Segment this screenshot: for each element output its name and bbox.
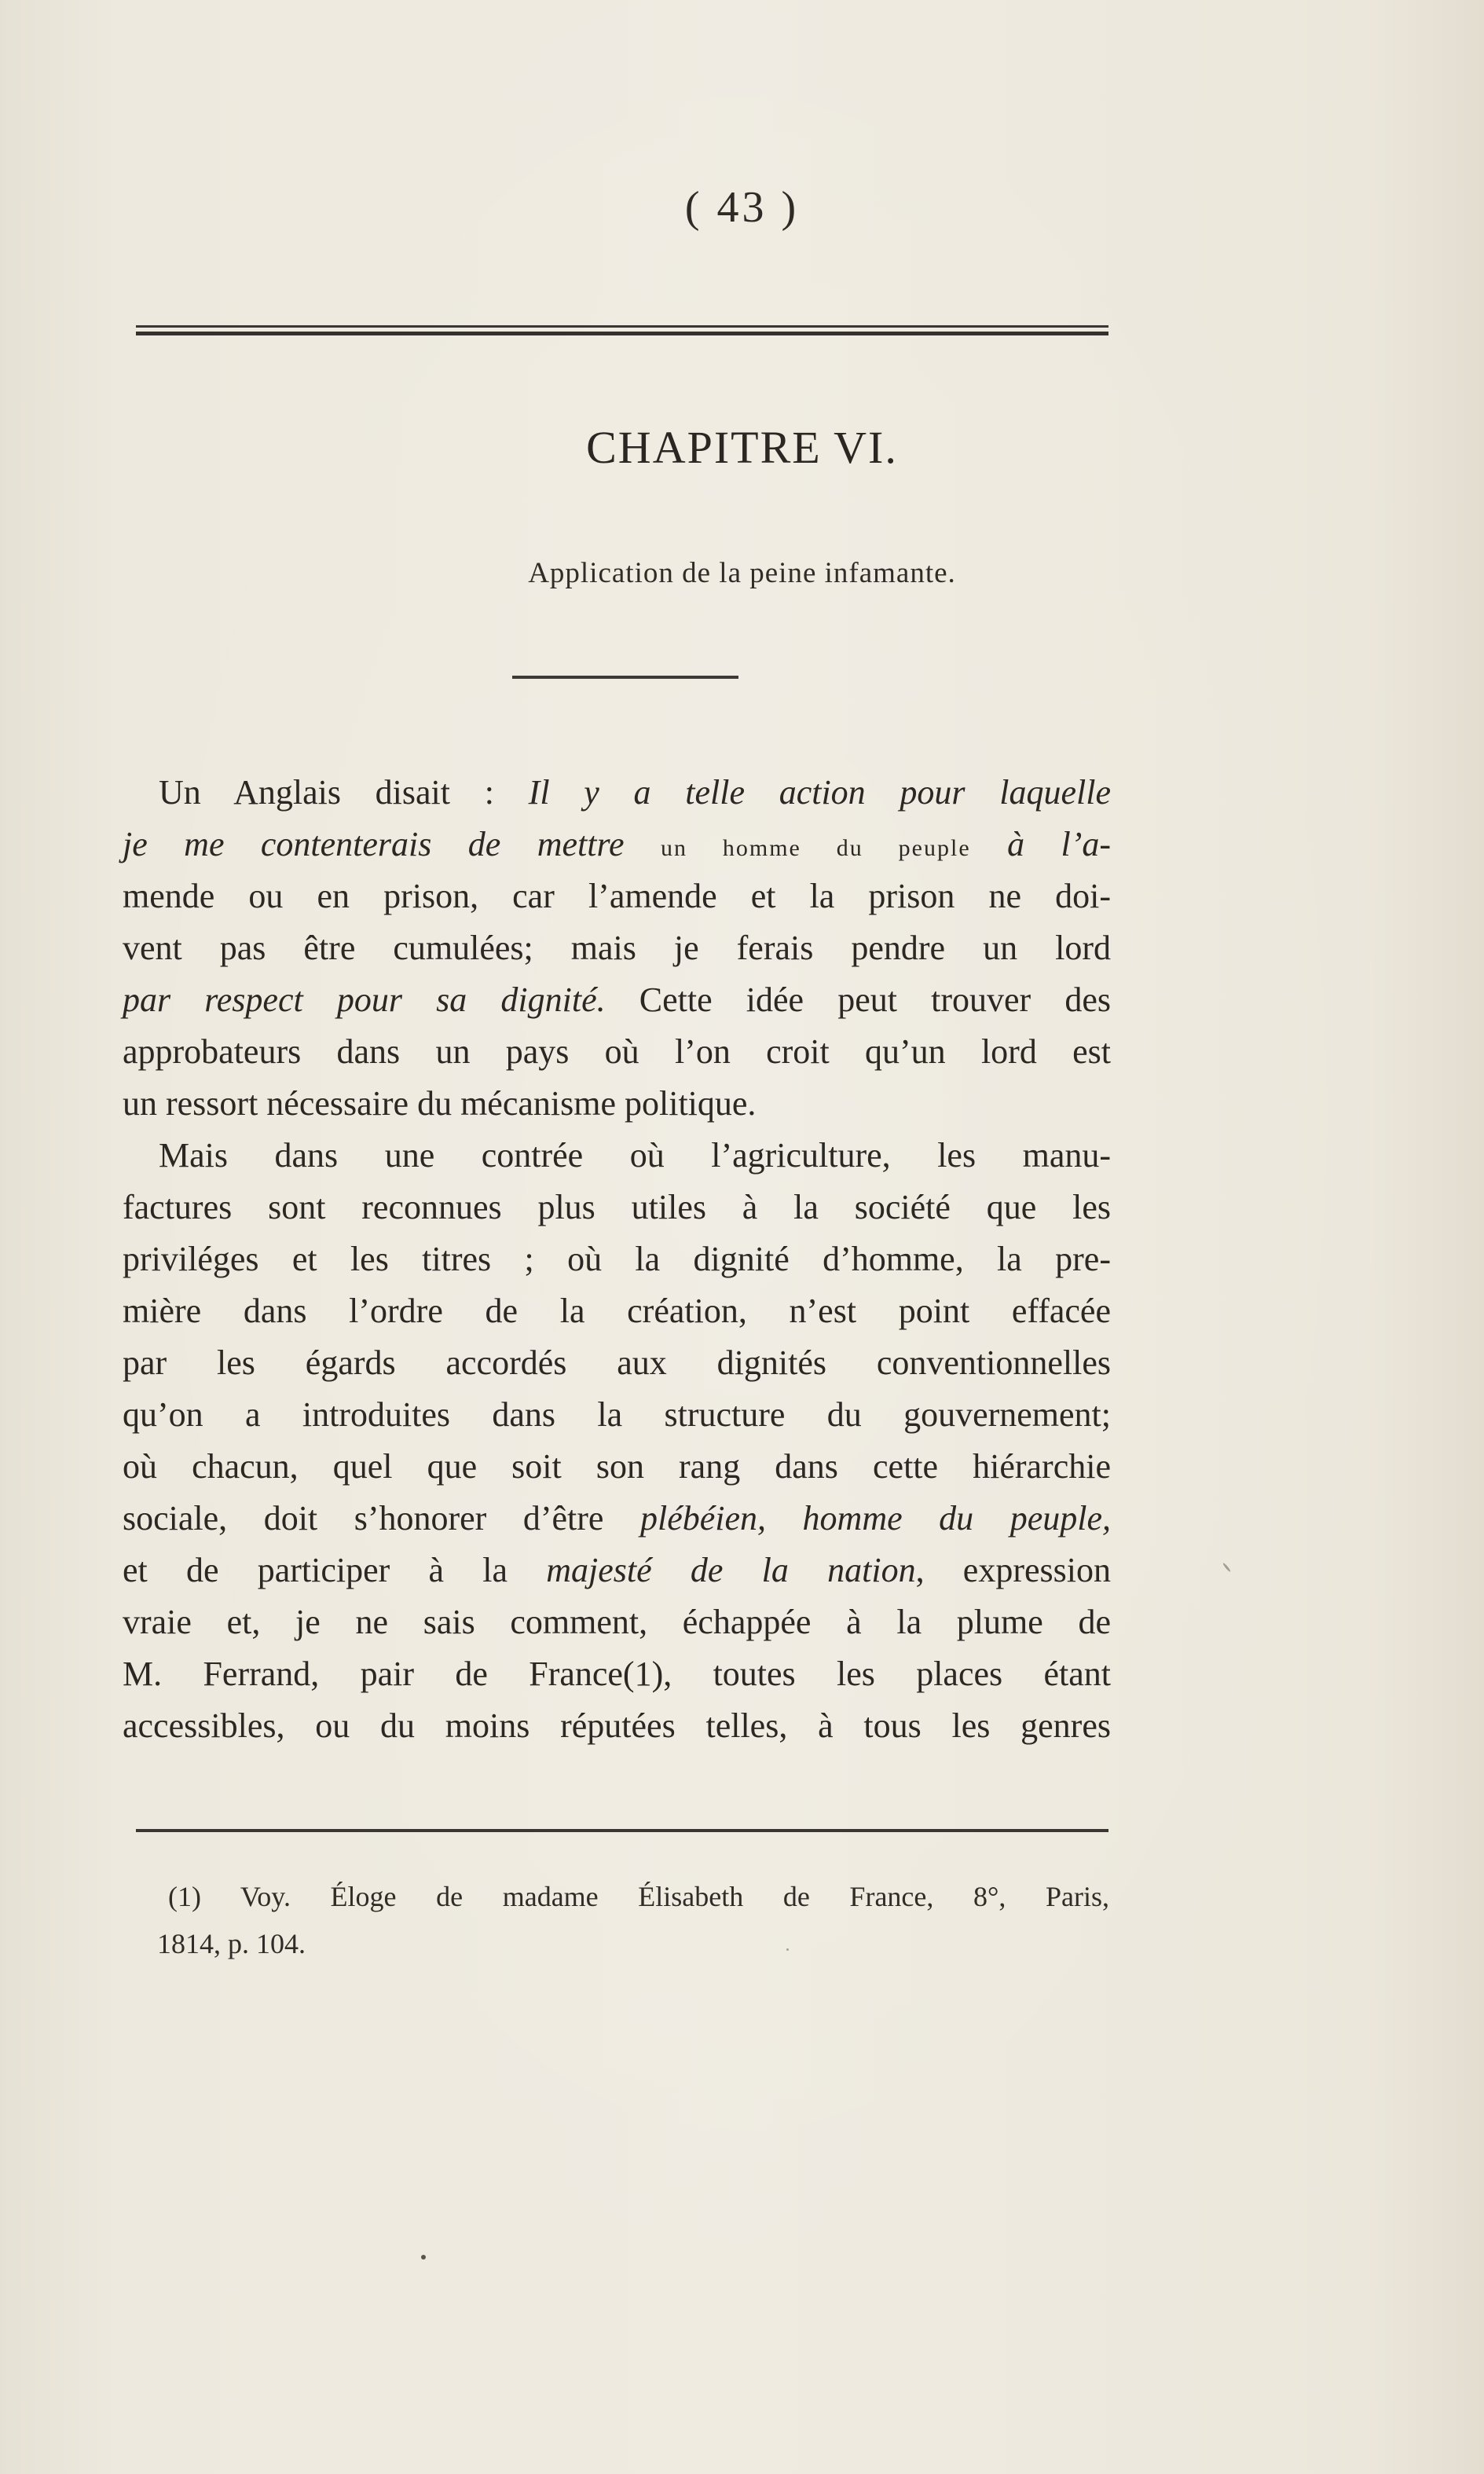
text-line: un ressort nécessaire du mécanisme politique. bbox=[123, 1084, 757, 1123]
text-line bbox=[123, 819, 1111, 870]
text-run: , expression bbox=[915, 1551, 1111, 1589]
text-line bbox=[123, 1493, 1111, 1545]
italic-run: je me contenterais de mettre bbox=[123, 825, 661, 863]
paper-speck bbox=[421, 2255, 426, 2260]
paper-speck bbox=[1222, 1563, 1231, 1573]
text-line bbox=[123, 767, 1111, 819]
text-line: vent pas être cumulées; mais je ferais pendre un lord bbox=[123, 929, 1111, 967]
italic-run: par respect pour sa dignité. bbox=[123, 980, 606, 1019]
footnote-line: 1814, p. 104. bbox=[157, 1928, 306, 1959]
header-rule-thick bbox=[136, 332, 1108, 335]
footnote-line: (1) Voy. Éloge de madame Élisabeth de France, 8°, Paris, bbox=[168, 1881, 1109, 1912]
section-divider bbox=[512, 676, 738, 679]
italic-run: à l’a- bbox=[970, 825, 1112, 863]
italic-run: plébéien, homme du peuple, bbox=[639, 1499, 1111, 1538]
text-run: Un Anglais disait : bbox=[159, 773, 529, 812]
chapter-subtitle: Application de la peine infamante. bbox=[528, 557, 956, 589]
text-line: accessibles, ou du moins réputées telles, à tous les genres bbox=[123, 1706, 1111, 1745]
text-line: où chacun, quel que soit son rang dans cette hiérarchie bbox=[123, 1447, 1111, 1486]
text-run: Cette idée peut trouver des bbox=[605, 980, 1112, 1019]
text-line: qu’on a introduites dans la structure du gouvernement; bbox=[123, 1395, 1111, 1434]
body-text bbox=[123, 767, 1111, 1752]
italic-run: Il y a telle action pour laquelle bbox=[528, 773, 1111, 812]
text-line: M. Ferrand, pair de France(1), toutes les places étant bbox=[123, 1655, 1111, 1693]
text-run: et de participer à la bbox=[123, 1551, 547, 1589]
italic-run: majesté de la nation bbox=[546, 1551, 916, 1589]
text-line: mende ou en prison, car l’amende et la prison ne doi- bbox=[123, 877, 1111, 915]
text-line: Mais dans une contrée où l’agriculture, les manu- bbox=[159, 1136, 1111, 1175]
text-line: par les égards accordés aux dignités conventionnelles bbox=[123, 1343, 1111, 1382]
footnote-rule bbox=[136, 1829, 1108, 1832]
small-caps-run: un homme du peuple bbox=[660, 835, 971, 861]
footnote bbox=[157, 1873, 1109, 1967]
text-line: approbateurs dans un pays où l’on croit qu’un lord est bbox=[123, 1032, 1111, 1071]
paper-speck bbox=[786, 1948, 789, 1951]
chapter-title: CHAPITRE VI. bbox=[586, 422, 898, 473]
text-line bbox=[123, 1545, 1111, 1596]
page-number: ( 43 ) bbox=[684, 183, 800, 232]
header-double-rule bbox=[136, 325, 1108, 338]
text-line: mière dans l’ordre de la création, n’est point effacée bbox=[123, 1292, 1111, 1330]
text-line: priviléges et les titres ; où la dignité d’homme, la pre- bbox=[123, 1240, 1111, 1278]
text-run: sociale, doit s’honorer d’être bbox=[123, 1499, 640, 1538]
text-line: factures sont reconnues plus utiles à la société que les bbox=[123, 1188, 1111, 1226]
header-rule-thin bbox=[136, 325, 1108, 328]
text-line bbox=[123, 974, 1111, 1026]
text-line: vraie et, je ne sais comment, échappée à la plume de bbox=[123, 1603, 1111, 1641]
